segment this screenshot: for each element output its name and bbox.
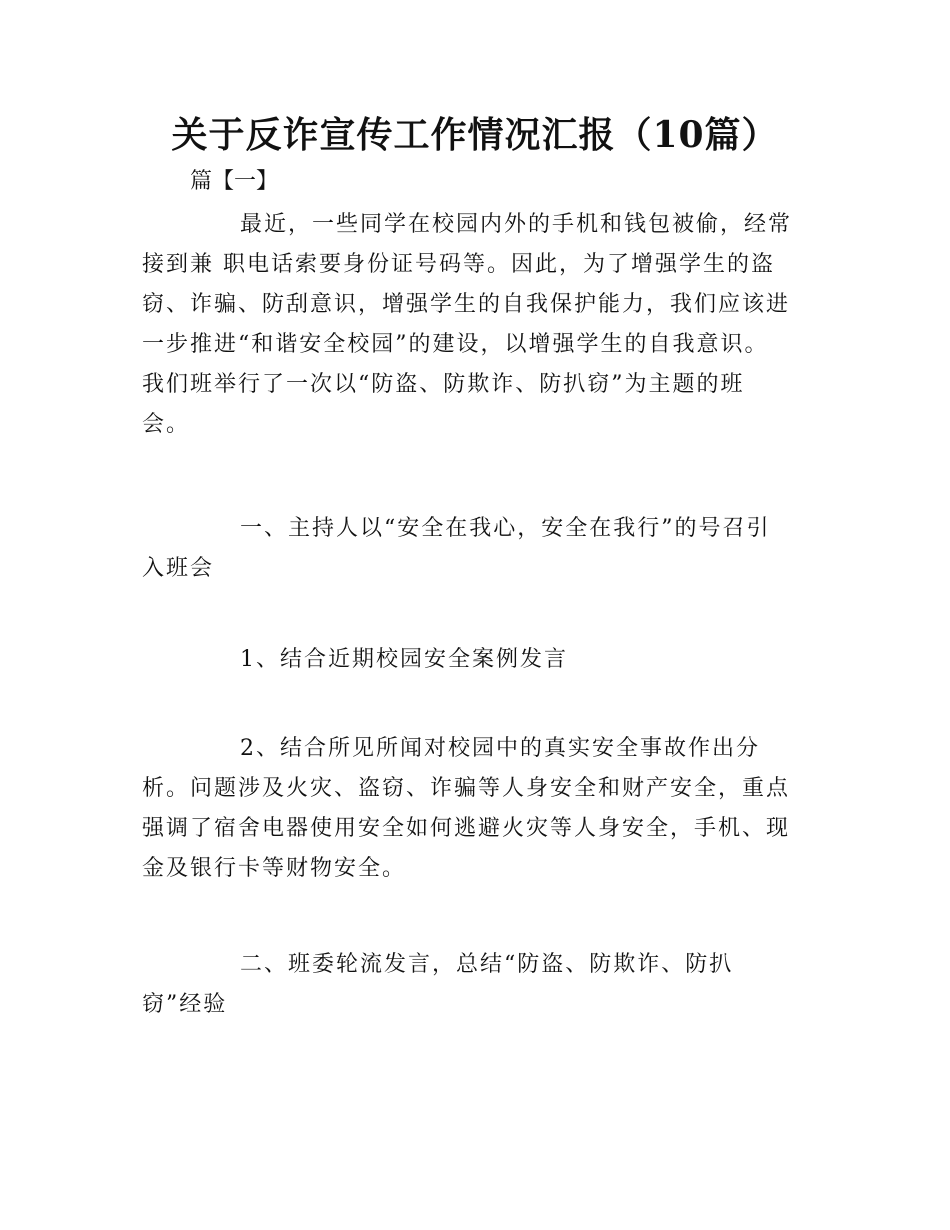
paragraph-item-two [142,945,812,1025]
paragraph-line: 析。问题涉及火灾、盗窃、诈骗等人身安全和财产安全，重点 [142,776,791,801]
document-title: 关于反诈宣传工作情况汇报（10篇） [171,114,779,156]
paragraph-line: 会。 [142,412,191,437]
paragraph-item-one [142,509,812,589]
paragraph-line: 一步推进“和谐安全校园”的建设，以增强学生的自我意识。 [142,332,769,357]
paragraph-line: 强调了宿舍电器使用安全如何逃避火灾等人身安全，手机、现 [142,816,791,841]
paragraph-subitem-two [142,729,812,889]
paragraph-line: 窃”经验 [142,992,228,1017]
paragraph-intro [142,205,812,445]
paragraph-line: 入班会 [142,556,215,581]
paragraph-line: 窃、诈骗、防刮意识，增强学生的自我保护能力，我们应该进 [142,292,791,317]
paragraph-line: 2、结合所见所闻对校园中的真实安全事故作出分 [240,736,760,761]
paragraph-line: 1、结合近期校园安全案例发言 [240,647,568,672]
section-label: 篇【一】 [190,169,279,194]
paragraph-line: 最近，一些同学在校园内外的手机和钱包被偷，经常 [240,212,793,237]
paragraph-line: 我们班举行了一次以“防盗、防欺诈、防扒窃”为主题的班 [142,372,745,397]
paragraph-line: 二、班委轮流发言，总结“防盗、防欺诈、防扒 [240,952,734,977]
paragraph-subitem-one [142,640,812,680]
paragraph-line: 金及银行卡等财物安全。 [142,856,407,881]
paragraph-line: 接到兼 职电话索要身份证号码等。因此，为了增强学生的盗 [142,252,775,277]
paragraph-line: 一、主持人以“安全在我心，安全在我行”的号召引 [240,516,771,541]
